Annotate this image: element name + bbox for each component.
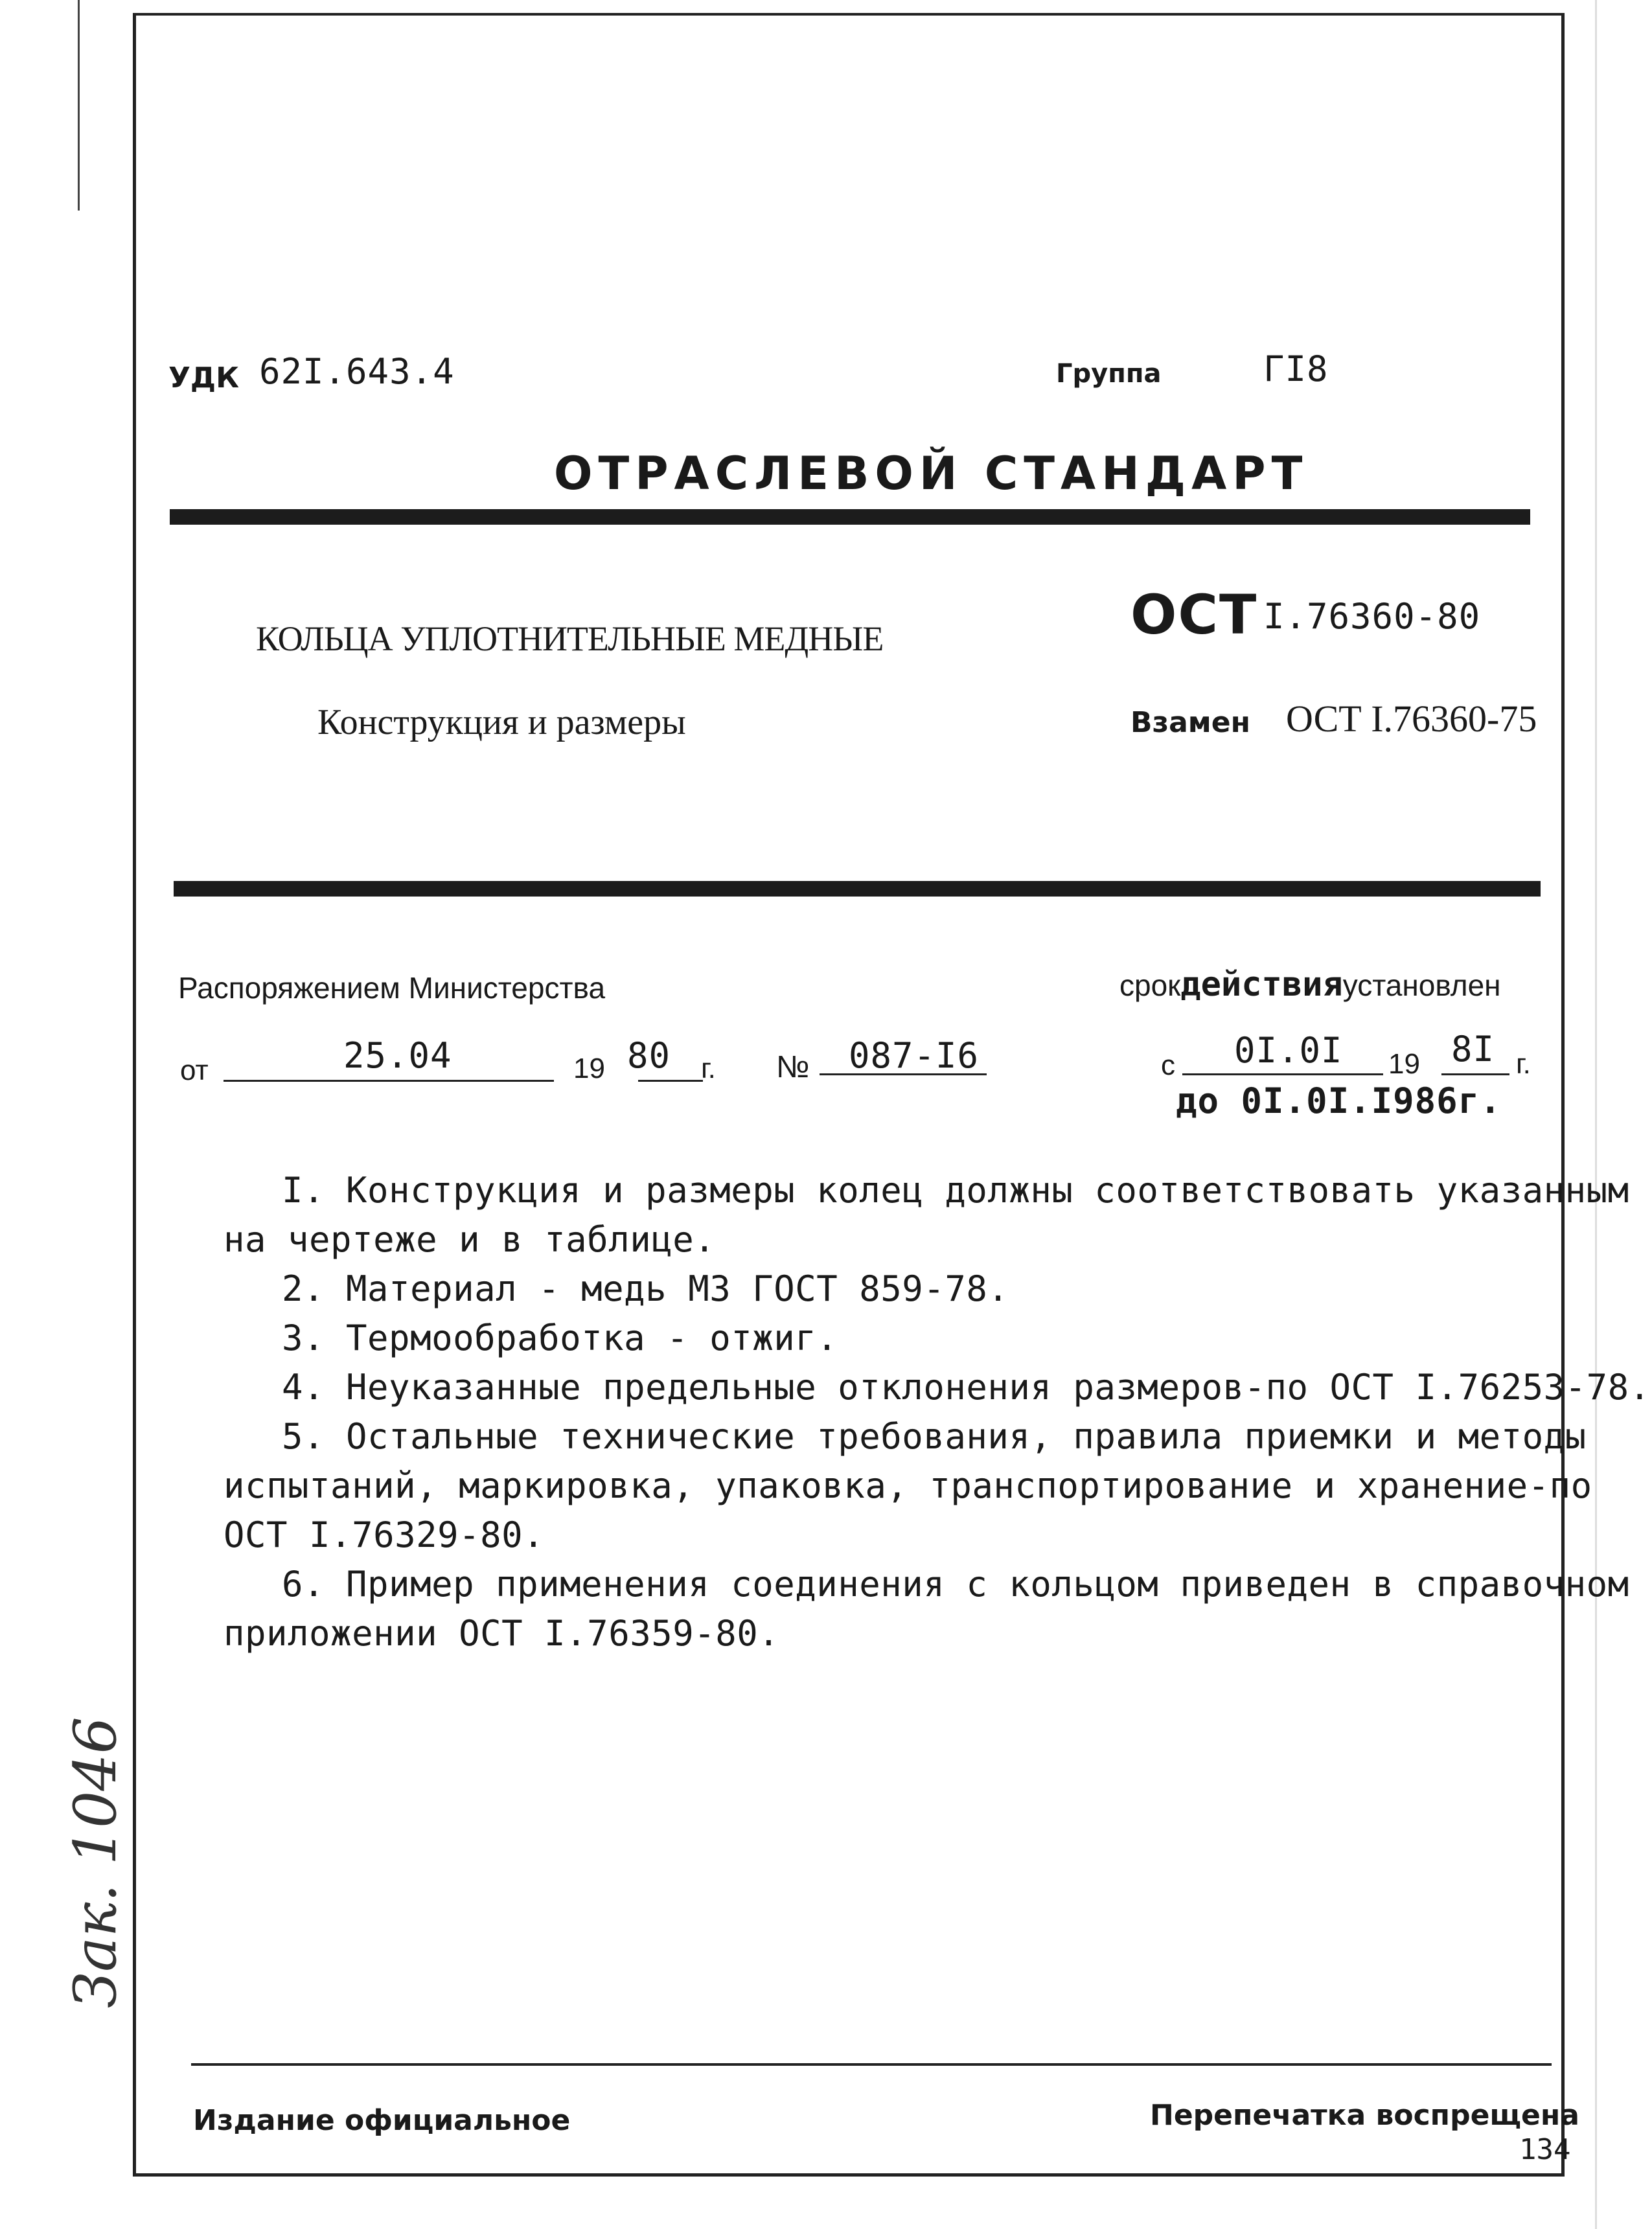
validity-term-word-1: срок [1119,968,1181,1002]
body-line-9: 6. Пример применения соединения с кольцом приведен в справочном [282,1564,1629,1605]
udk-label: УДК [168,361,240,394]
body-line-3: 2. Материал - медь М3 ГОСТ 859-78. [282,1268,1009,1309]
validity-from-label: с [1161,1049,1175,1081]
group-value: ГI8 [1263,349,1329,389]
block-rule [174,881,1541,897]
ost-number: I.76360-80 [1263,596,1481,637]
body-line-1: I. Конструкция и размеры колец должны соответствовать указанным [282,1170,1629,1211]
validity-year-underline [1441,1073,1509,1075]
body-line-7: испытаний, маркировка, упаковка, транспортирование и хранение-по [224,1465,1592,1506]
body-line-4: 3. Термообработка - отжиг. [282,1318,838,1358]
decree-label: Распоряжением Министерства [178,971,606,1005]
body-line-5: 4. Неуказанные предельные отклонения размеров-по ОСТ I.76253-78. [282,1367,1651,1408]
footer-rule [191,2063,1552,2066]
decree-year-prefix: 19 [573,1053,605,1084]
title-rule [170,509,1530,525]
standard-subtitle: Конструкция и размеры [317,702,686,742]
validity-term-word-3: установлен [1342,968,1501,1002]
decree-from-label: от [180,1055,209,1086]
scan-edge-line [78,0,80,211]
validity-from-date: 0I.0I [1234,1030,1343,1071]
decree-date: 25.04 [343,1035,452,1076]
validity-year-prefix: 19 [1388,1048,1420,1080]
validity-date-underline [1182,1073,1383,1075]
decree-date-underline [224,1080,554,1082]
validity-year: 8I [1451,1029,1495,1069]
validity-year-unit: г. [1516,1048,1531,1080]
decree-year: 80 [627,1035,671,1076]
body-line-2: на чертеже и в таблице. [224,1219,716,1260]
udk-value: 62I.643.4 [259,351,455,392]
validity-term-label [1119,965,1501,1004]
body-line-8: ОСТ I.76329-80. [224,1515,545,1555]
footer-edition: Издание официальное [193,2104,571,2137]
document-title: ОТРАСЛЕВОЙ СТАНДАРТ [554,447,1309,500]
decree-number-label: № [776,1050,810,1084]
body-line-10: приложении ОСТ I.76359-80. [224,1613,780,1654]
decree-year-underline [638,1080,703,1082]
standard-name: КОЛЬЦА УПЛОТНИТЕЛЬНЫЕ МЕДНЫЕ [256,619,884,658]
body-line-6: 5. Остальные технические требования, правила приемки и методы [282,1416,1587,1457]
replaces-label: Взамен [1130,706,1251,739]
validity-term-word-2: действия [1180,965,1343,1004]
scan-edge-right [1595,0,1597,2229]
ost-label: ОСТ [1130,583,1258,646]
validity-until: до 0I.0I.I986г. [1176,1080,1502,1121]
replaces-value: ОСТ I.76360-75 [1286,698,1537,740]
footer-reprint-notice: Перепечатка воспрещена [1150,2099,1579,2132]
decree-year-unit: г. [701,1053,716,1084]
registration-note: Зак. 1046 [62,1717,130,2008]
page-number: 134 [1519,2133,1571,2166]
decree-number: 087-I6 [849,1035,980,1076]
group-label: Группа [1056,359,1162,389]
